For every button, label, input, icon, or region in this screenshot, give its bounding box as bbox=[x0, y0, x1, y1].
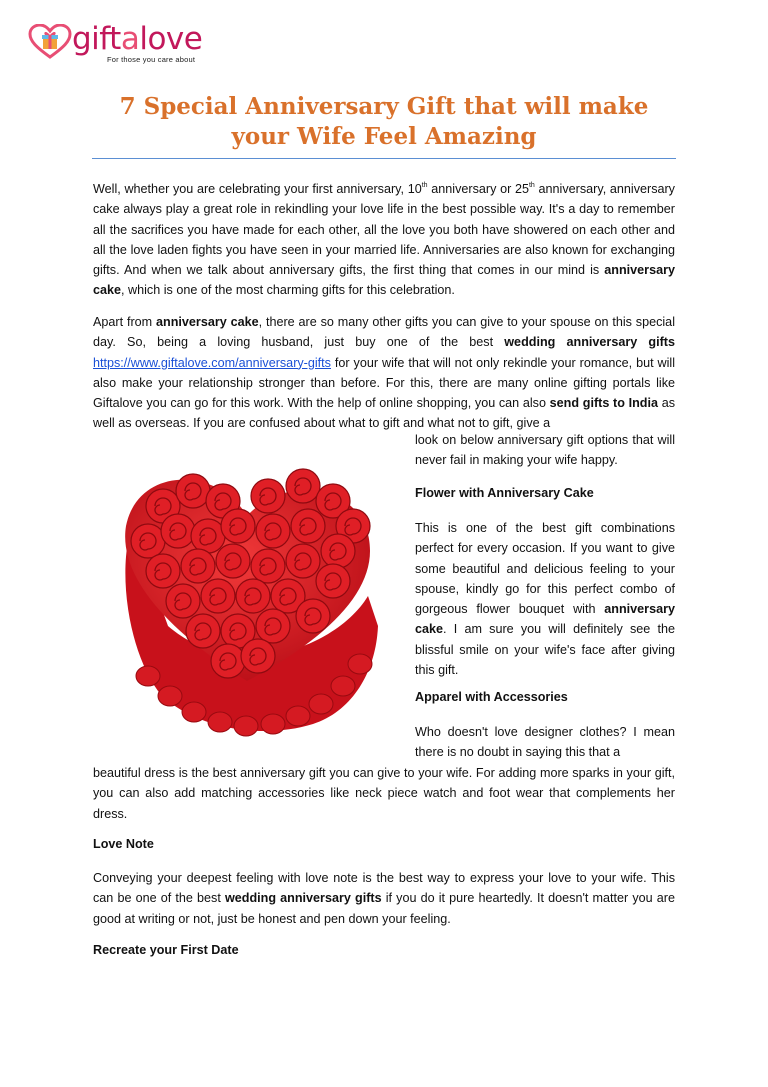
p1-text-1: Well, whether you are celebrating your first anniversary, 10 bbox=[93, 182, 422, 196]
rose-decoration bbox=[191, 519, 225, 553]
p2-bold-wedding-gifts: wedding anniversary gifts bbox=[504, 335, 675, 350]
flower-text-2: . I am sure you will definitely see the blissful smile on your wife's face after giving this gift. bbox=[415, 622, 675, 678]
heading-flower-cake: Flower with Anniversary Cake bbox=[415, 486, 594, 500]
rose-decoration bbox=[291, 509, 325, 543]
rose-decoration bbox=[176, 474, 210, 508]
love-text-2: if you do it pure heartedly. It doesn't matter you are good at writing or not, just be honest and pen down your feeling. bbox=[93, 891, 675, 926]
p2-text-2: , there are so many other gifts you can give to your spouse on this special day. So, being a loving husband, just buy one of the best bbox=[93, 315, 675, 350]
article-title: 7 Special Anniversary Gift that will make your Wife Feel Amazing bbox=[119, 93, 649, 150]
logo-wordmark bbox=[72, 20, 202, 58]
flower-bold-anniversary-cake: anniversary cake bbox=[415, 602, 675, 637]
rose-decoration bbox=[316, 564, 350, 598]
love-bold-wedding-gifts: wedding anniversary gifts bbox=[224, 891, 382, 906]
apparel-paragraph: beautiful dress is the best anniversary gift you can give to your wife. For adding more sparks in your gift, you can also add matching accessories like neck piece watch and foot wear that complements her dress. bbox=[93, 766, 675, 821]
intro-paragraph bbox=[93, 179, 675, 301]
rose-decoration bbox=[161, 514, 195, 548]
p2-text-1: Apart from bbox=[93, 315, 157, 329]
rose-decoration bbox=[296, 599, 330, 633]
rose-decoration bbox=[321, 534, 355, 568]
rose-decoration bbox=[256, 609, 290, 643]
heart-gift-icon bbox=[28, 24, 72, 60]
heart-rose-cake-image bbox=[108, 456, 386, 746]
apparel-paragraph-start: Who doesn't love designer clothes? I mean there is no doubt in saying this that a bbox=[415, 725, 675, 760]
heading-apparel: Apparel with Accessories bbox=[415, 690, 568, 704]
rose-decoration bbox=[201, 579, 235, 613]
p2-bold-send-gifts-india: send gifts to India bbox=[549, 396, 658, 411]
rose-decoration bbox=[146, 554, 180, 588]
rose-decoration bbox=[251, 549, 285, 583]
logo-tagline: For those you care about bbox=[107, 55, 196, 64]
title-divider bbox=[92, 158, 676, 159]
rose-decoration bbox=[286, 469, 320, 503]
flower-paragraph bbox=[415, 518, 675, 680]
p1-bold-anniversary-cake: anniversary cake bbox=[93, 263, 675, 298]
rose-decoration bbox=[256, 514, 290, 548]
heading-love-note: Love Note bbox=[93, 837, 154, 851]
rose-decoration bbox=[166, 584, 200, 618]
logo-word-gift: gift bbox=[72, 21, 121, 57]
rose-decoration bbox=[131, 524, 165, 558]
rose-decoration bbox=[216, 544, 250, 578]
p1-sup-2: th bbox=[528, 182, 535, 189]
rose-decoration bbox=[181, 549, 215, 583]
flower-text-1: This is one of the best gift combinations perfect for every occasion. If you want to give some beautiful and delicious feeling to your spouse, kindly go for this perfect combo of gorgeous flower bouquet with bbox=[415, 521, 675, 617]
rose-decoration bbox=[241, 639, 275, 673]
p2-bold-anniversary-cake: anniversary cake bbox=[156, 315, 259, 329]
p1-text-2: anniversary or 25 bbox=[427, 182, 529, 196]
gifts-paragraph bbox=[93, 312, 675, 434]
love-text-1: Conveying your deepest feeling with love note is the best way to express your love to your wife. This can be one of the best bbox=[93, 871, 675, 906]
p1-sup-1: th bbox=[421, 182, 428, 189]
p2-text-3: for your wife that will not only rekindle your romance, but will also make your relationship stronger than before. For this, there are many online gifting portals like Giftalove you can go for this work. With the help of online shopping, you can also bbox=[93, 355, 675, 411]
giftalove-logo[interactable] bbox=[28, 22, 228, 66]
rose-decoration bbox=[286, 544, 320, 578]
rose-decoration bbox=[186, 614, 220, 648]
love-note-paragraph bbox=[93, 868, 675, 929]
logo-word-a: a bbox=[120, 21, 140, 57]
anniversary-gifts-link[interactable]: https://www.giftalove.com/anniversary-gifts bbox=[93, 355, 331, 370]
rose-decoration bbox=[236, 579, 270, 613]
heading-first-date: Recreate your First Date bbox=[93, 943, 239, 957]
p1-text-3: anniversary, anniversary cake always play a great role in rekindling your love life in the best possible way. It's a day to remember all the sacrifices you have made for each other, all the love you both have showered on each other and all the love laden fights you have seen in your married life. Anniversaries are also known for exchanging gifts. And when we talk about anniversary gifts, the first thing that comes in our mind is bbox=[93, 182, 675, 278]
p2-text-4: as well as overseas. If you are confused about what to gift and what not to gift, give a bbox=[93, 396, 675, 431]
rose-decoration bbox=[211, 644, 245, 678]
rose-decoration bbox=[221, 509, 255, 543]
gifts-paragraph-continued: look on below anniversary gift options that will never fail in making your wife happy. bbox=[415, 433, 675, 468]
rose-decoration bbox=[251, 479, 285, 513]
logo-word-love: love bbox=[139, 21, 203, 57]
p1-text-4: , which is one of the most charming gifts for this celebration. bbox=[121, 283, 455, 298]
